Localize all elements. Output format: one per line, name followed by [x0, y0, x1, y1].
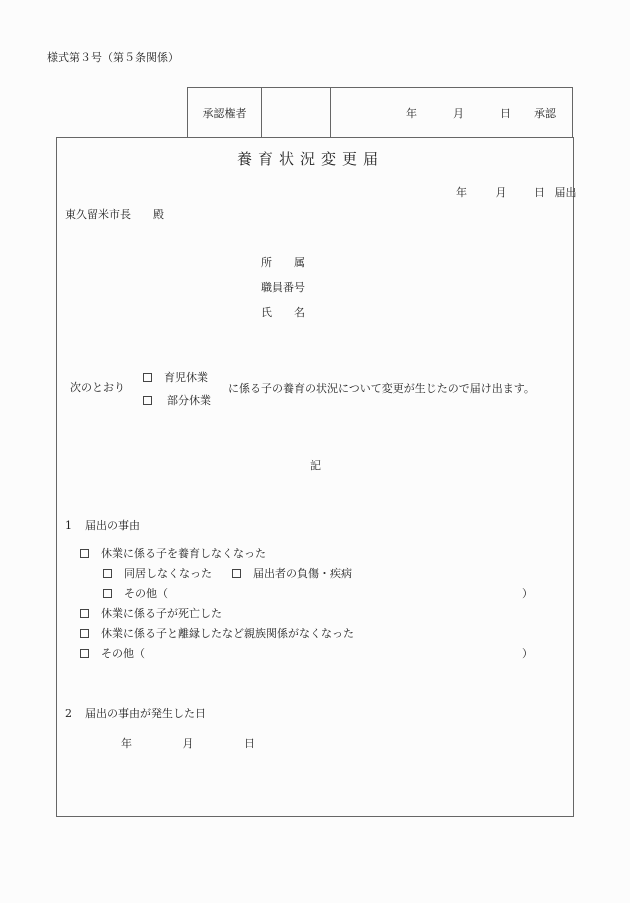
option-label: 部分休業: [167, 394, 211, 407]
checkbox-partial-leave[interactable]: [143, 392, 211, 408]
name-label: 氏 名: [261, 306, 305, 319]
checkbox-other[interactable]: その他（: [80, 645, 145, 661]
checkbox-icon: [232, 569, 241, 578]
checkbox-icon: [80, 629, 89, 638]
approval-day: 日: [500, 106, 511, 120]
affiliation-label: 所 属: [261, 256, 305, 269]
checkbox-sub-other[interactable]: その他（: [103, 585, 168, 601]
checkbox-child-deceased[interactable]: 休業に係る子が死亡した: [80, 605, 222, 621]
approver-label: 承認権者: [188, 88, 262, 137]
filed-month: 月: [495, 186, 507, 199]
addressee-name: 東久留米市長: [65, 208, 131, 221]
checkbox-injury-illness[interactable]: 届出者の負傷・疾病: [232, 565, 352, 581]
approval-year: 年: [406, 106, 417, 120]
checkbox-icon: [143, 373, 152, 382]
checkbox-icon: [80, 649, 89, 658]
approver-signature-field[interactable]: [262, 88, 331, 137]
section-1-heading: 1 届出の事由: [65, 519, 140, 532]
checkbox-not-cohabiting[interactable]: 同居しなくなった: [103, 565, 212, 581]
occurrence-date[interactable]: 年 月 日: [121, 737, 255, 750]
approval-month: 月: [453, 106, 464, 120]
declaration-text: に係る子の養育の状況について変更が生じたので届け出ます。: [228, 382, 535, 395]
checkbox-no-longer-caring[interactable]: 休業に係る子を養育しなくなった: [80, 545, 266, 561]
declaration-lead: 次のとおり: [70, 381, 125, 394]
addressee-honorific: 殿: [153, 208, 164, 221]
filed-day: 日: [534, 186, 545, 199]
checkbox-relationship-ended[interactable]: 休業に係る子と離縁したなど親族関係がなくなった: [80, 625, 354, 641]
approval-date-field[interactable]: [331, 88, 572, 137]
sub-other-close: ）: [522, 587, 533, 600]
filed-year: 年: [456, 186, 467, 199]
approval-table: [187, 87, 573, 137]
employee-number-label: 職員番号: [261, 281, 305, 294]
checkbox-icon: [143, 396, 152, 405]
checkbox-icon: [80, 549, 89, 558]
checkbox-icon: [80, 609, 89, 618]
ki-heading: 記: [310, 459, 321, 472]
addressee: [65, 206, 164, 222]
checkbox-icon: [103, 569, 112, 578]
checkbox-childcare-leave[interactable]: [143, 369, 208, 385]
approval-label: 承認: [534, 106, 556, 120]
filed-date[interactable]: [456, 184, 577, 200]
filed-suffix: 届出: [554, 186, 577, 199]
section-2-heading: 2 届出の事由が発生した日: [65, 707, 206, 720]
page-title: 養育状況変更届: [237, 150, 385, 168]
other-close: ）: [522, 647, 533, 660]
form-number: 様式第３号（第５条関係）: [47, 51, 179, 64]
checkbox-icon: [103, 589, 112, 598]
option-label: 育児休業: [164, 371, 208, 384]
